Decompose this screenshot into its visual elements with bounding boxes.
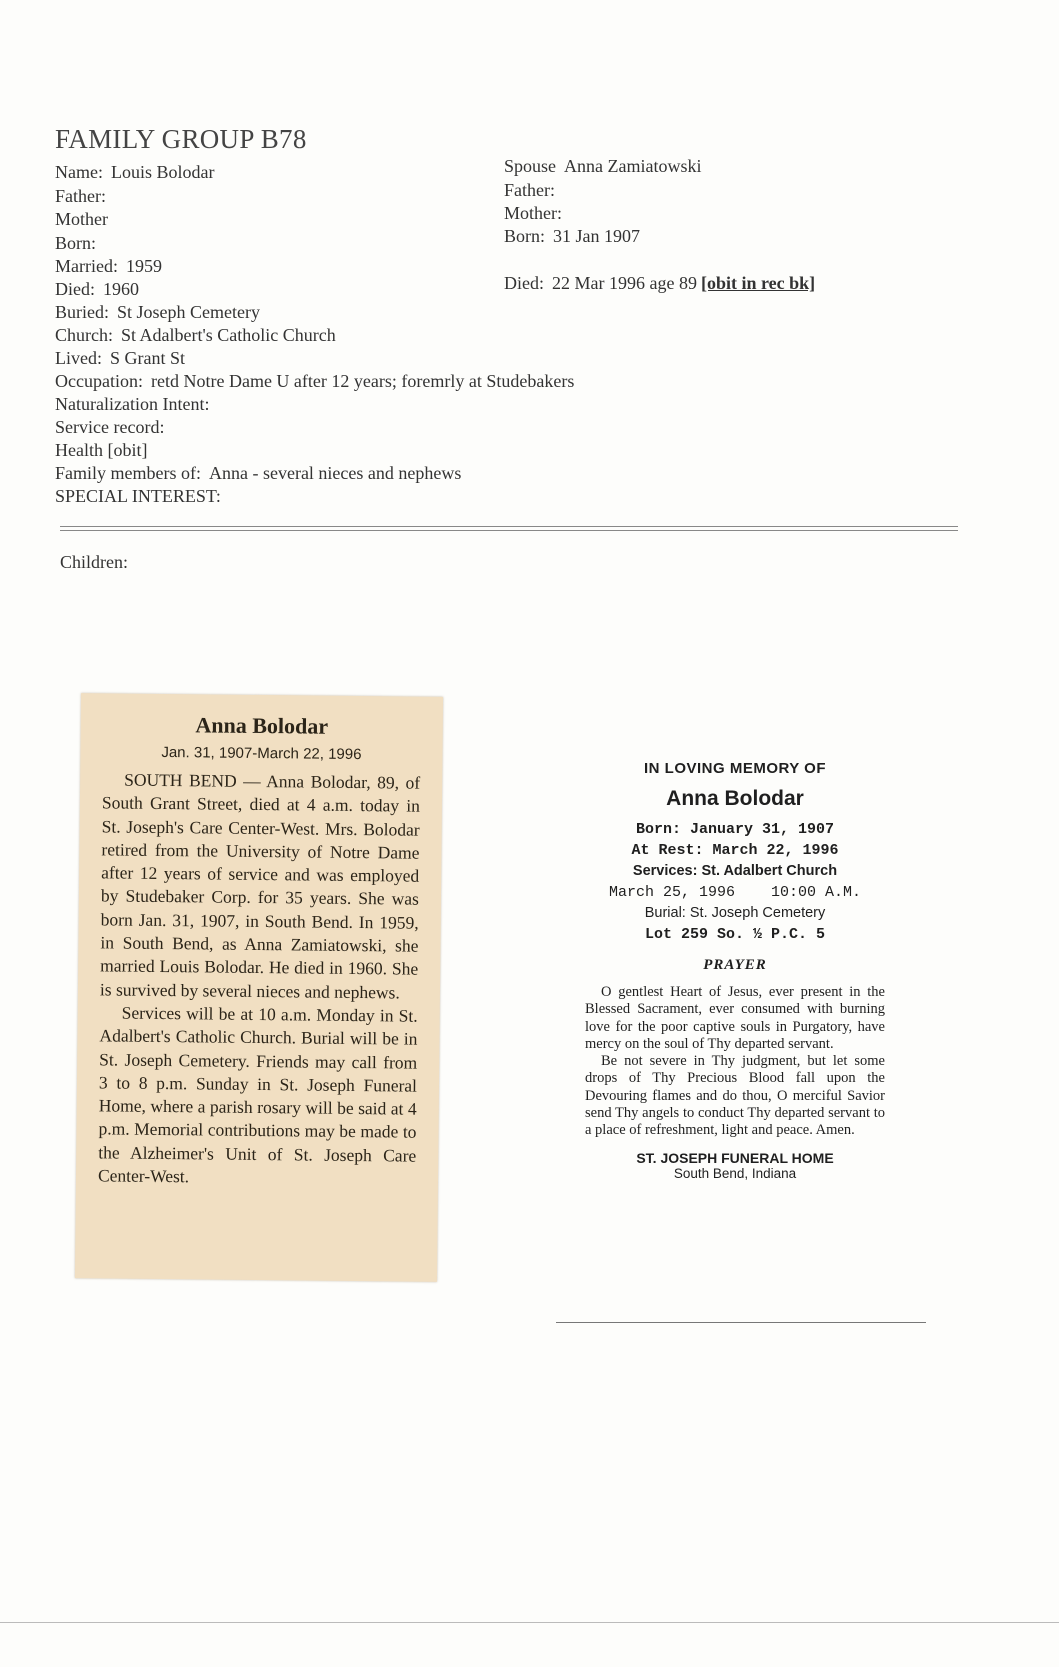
card-lot: Lot 259 So. ½ P.C. 5 — [644, 926, 826, 943]
clipping-paragraph: SOUTH BEND — Anna Bolodar, 89, of South Grant Street, died at 4 a.m. today in St. Joseph's Care Center-West. Mrs. Bolodar retired from the University of Notre Dame after 12 years of service and was employed by Studebaker Corp. for 35 years. She was born Jan. 31, 1907, in South Bend. In 1959, in South Bend, as Anna Zamiatowski, she married Louis Bolodar. He died in 1960. She is survived by several nieces and nephews. — [99, 769, 421, 1003]
card-burial: Burial: St. Joseph Cemetery — [644, 905, 826, 921]
died-label: Died: — [55, 279, 95, 299]
card-funeral-home: ST. JOSEPH FUNERAL HOME — [636, 1149, 834, 1166]
card-prayer-paragraph: O gentlest Heart of Jesus, ever present in the Blessed Sacrament, ever consumed with burning love for the poor captive souls in Purgatory, have mercy on the soul of Thy departed servant. — [585, 984, 885, 1052]
church-value: St Adalbert's Catholic Church — [121, 325, 336, 345]
person-married-row — [55, 256, 162, 277]
spouse-born-row — [504, 226, 640, 247]
clipping-title: Anna Bolodar — [195, 712, 329, 739]
spouse-died-value: 22 Mar 1996 age 89 — [552, 273, 697, 293]
children-label: Children: — [60, 552, 128, 572]
person-buried-row — [55, 302, 260, 323]
special-interest: SPECIAL INTEREST: — [55, 486, 221, 506]
church-label: Church: — [55, 325, 113, 345]
obit-link[interactable]: [obit in rec bk] — [700, 273, 816, 293]
person-service-record: Service record: — [55, 417, 165, 437]
buried-value: St Joseph Cemetery — [117, 302, 260, 322]
spouse-label: Spouse — [504, 156, 557, 176]
person-died-row — [55, 279, 139, 300]
card-born: Born: January 31, 1907 — [635, 821, 835, 838]
page-title: FAMILY GROUP B78 — [55, 124, 307, 154]
card-divider — [556, 1322, 926, 1323]
page-bottom-edge — [0, 1622, 1059, 1623]
spouse-name: Anna Zamiatowski — [564, 156, 702, 176]
person-mother: Mother — [55, 209, 108, 229]
spouse-name-row — [504, 156, 702, 177]
clipping-dates: Jan. 31, 1907-March 22, 1996 — [161, 743, 362, 764]
memorial-card — [585, 760, 885, 1181]
person-family-row — [55, 463, 461, 484]
person-occupation-row — [55, 371, 574, 392]
obituary-clipping — [75, 693, 443, 1282]
person-name-row — [55, 162, 214, 183]
card-name: Anna Bolodar — [666, 787, 804, 810]
person-name: Louis Bolodar — [110, 162, 215, 182]
spouse-mother: Mother: — [504, 203, 562, 223]
person-born: Born: — [55, 233, 97, 253]
card-services: Services: St. Adalbert Church — [632, 863, 838, 879]
spouse-born-value: 31 Jan 1907 — [553, 226, 641, 246]
person-father: Father: — [55, 186, 106, 206]
occupation-value: retd Notre Dame U after 12 years; foremrly at Studebakers — [150, 371, 575, 391]
name-label: Name: — [55, 162, 103, 182]
spouse-father: Father: — [504, 180, 555, 200]
family-value: Anna - several nieces and nephews — [208, 463, 462, 483]
married-value: 1959 — [125, 256, 162, 276]
spouse-died-row — [504, 273, 815, 294]
card-city: South Bend, Indiana — [673, 1165, 797, 1181]
buried-label: Buried: — [55, 302, 109, 322]
clipping-paragraph: Services will be at 10 a.m. Monday in St. Adalbert's Catholic Church. Burial will be in St. Joseph Cemetery. Friends may call from 3 to 8 p.m. Sunday in St. Joseph Funeral Home, where a parish rosary will be said at 4 p.m. Memorial contributions may be made to the Alzheimer's Unit of St. Joseph Care Center-West. — [97, 1002, 418, 1187]
card-services-date: March 25, 1996 10:00 A.M. — [608, 884, 862, 901]
occupation-label: Occupation: — [55, 371, 143, 391]
card-header: IN LOVING MEMORY OF — [643, 760, 826, 777]
card-prayer-title: PRAYER — [703, 957, 767, 973]
card-rest: At Rest: March 22, 1996 — [631, 842, 839, 859]
person-church-row — [55, 325, 336, 346]
double-divider — [60, 526, 958, 531]
lived-value: S Grant St — [110, 348, 186, 368]
spouse-died-label: Died: — [504, 273, 544, 293]
person-health: Health [obit] — [55, 440, 148, 460]
spouse-born-label: Born: — [504, 226, 546, 246]
family-label: Family members of: — [55, 463, 201, 483]
person-lived-row — [55, 348, 185, 369]
married-label: Married: — [55, 256, 118, 276]
card-prayer-paragraph: Be not severe in Thy judgment, but let some drops of Thy Precious Blood fall upon the Devouring flames and do thou, O merciful Savior send Thy angels to conduct Thy departed servant to a place of refreshment, light and peace. Amen. — [585, 1053, 885, 1139]
died-value: 1960 — [103, 279, 139, 299]
lived-label: Lived: — [55, 348, 102, 368]
person-naturalization: Naturalization Intent: — [55, 394, 210, 414]
